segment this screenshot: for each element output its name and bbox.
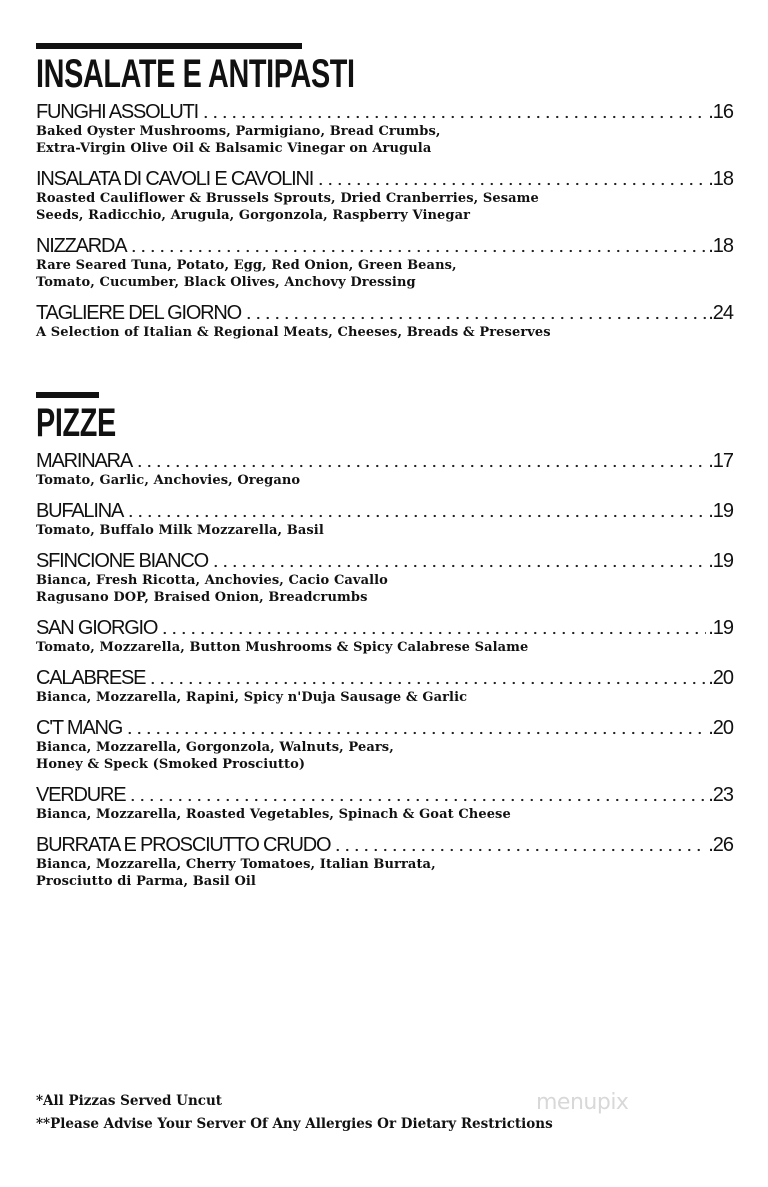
item-header — [36, 500, 733, 522]
item-header — [36, 450, 733, 472]
footer-notes — [36, 1090, 553, 1136]
item-description: Prosciutto di Parma, Basil Oil — [36, 874, 256, 889]
section-rule — [36, 392, 99, 398]
menu-item — [36, 168, 733, 224]
dot-leader — [244, 316, 706, 320]
menu-item — [36, 235, 733, 291]
item-header — [36, 235, 733, 257]
section-gap — [36, 352, 733, 392]
menu-page — [36, 43, 733, 901]
item-description: Roasted Cauliflower & Brussels Sprouts, Dried Cranberries, Sesame — [36, 191, 539, 206]
item-price: .19 — [708, 500, 733, 522]
item-name: SFINCIONE BIANCO — [36, 550, 208, 572]
item-description: Ragusano DOP, Braised Onion, Breadcrumbs — [36, 590, 368, 605]
menu-item — [36, 450, 733, 489]
item-description: A Selection of Italian & Regional Meats, Cheeses, Breads & Preserves — [36, 325, 551, 340]
item-description: Bianca, Fresh Ricotta, Anchovies, Cacio Cavallo — [36, 573, 388, 588]
item-price: .26 — [708, 834, 733, 856]
item-name: SAN GIORGIO — [36, 617, 158, 639]
dot-leader — [333, 848, 706, 852]
footer-note-allergies: **Please Advise Your Server Of Any Allergies Or Dietary Restrictions — [36, 1116, 553, 1132]
menu-item — [36, 834, 733, 890]
item-description: Tomato, Garlic, Anchovies, Oregano — [36, 473, 301, 488]
item-price: .20 — [708, 667, 733, 689]
item-description: Tomato, Mozzarella, Button Mushrooms & Spicy Calabrese Salame — [36, 640, 529, 655]
item-description: Tomato, Buffalo Milk Mozzarella, Basil — [36, 523, 324, 538]
item-header — [36, 667, 733, 689]
footer-note-uncut: *All Pizzas Served Uncut — [36, 1093, 223, 1109]
item-header — [36, 550, 733, 572]
menu-section — [36, 43, 733, 341]
dot-leader — [211, 564, 706, 568]
item-name: CALABRESE — [36, 667, 146, 689]
menu-item — [36, 101, 733, 157]
item-name: C'T MANG — [36, 717, 123, 739]
item-description: Baked Oyster Mushrooms, Parmigiano, Bread Crumbs, — [36, 124, 441, 139]
item-price: .19 — [708, 617, 733, 639]
item-header — [36, 101, 733, 123]
section-rule — [36, 43, 302, 49]
dot-leader — [125, 731, 706, 735]
dot-leader — [148, 681, 706, 685]
item-name: NIZZARDA — [36, 235, 127, 257]
item-description: Seeds, Radicchio, Arugula, Gorgonzola, Raspberry Vinegar — [36, 208, 471, 223]
section-title: PIZZE — [36, 401, 116, 445]
item-description: Extra-Virgin Olive Oil & Balsamic Vinegar on Arugula — [36, 141, 432, 156]
item-description: Rare Seared Tuna, Potato, Egg, Red Onion, Green Beans, — [36, 258, 457, 273]
item-name: VERDURE — [36, 784, 126, 806]
menu-item — [36, 550, 733, 606]
menu-item — [36, 500, 733, 539]
item-header — [36, 834, 733, 856]
section-title: INSALATE E ANTIPASTI — [36, 52, 355, 96]
item-price: .16 — [708, 101, 733, 123]
item-description: Bianca, Mozzarella, Roasted Vegetables, Spinach & Goat Cheese — [36, 807, 511, 822]
dot-leader — [126, 514, 706, 518]
item-header — [36, 717, 733, 739]
watermark-logo: menupix — [536, 1090, 629, 1115]
menu-item — [36, 617, 733, 656]
dot-leader — [201, 115, 706, 119]
item-header — [36, 617, 733, 639]
item-description: Bianca, Mozzarella, Cherry Tomatoes, Italian Burrata, — [36, 857, 436, 872]
item-name: FUNGHI ASSOLUTI — [36, 101, 199, 123]
menu-item — [36, 717, 733, 773]
menu-section — [36, 392, 733, 890]
item-name: BUFALINA — [36, 500, 124, 522]
item-price: .23 — [708, 784, 733, 806]
item-price: .18 — [708, 235, 733, 257]
dot-leader — [135, 464, 706, 468]
menu-item — [36, 784, 733, 823]
dot-leader — [129, 249, 706, 253]
item-description: Honey & Speck (Smoked Prosciutto) — [36, 757, 306, 772]
item-price: .17 — [708, 450, 733, 472]
menu-item — [36, 302, 733, 341]
item-price: .20 — [708, 717, 733, 739]
item-name: TAGLIERE DEL GIORNO — [36, 302, 242, 324]
item-price: .18 — [708, 168, 733, 190]
item-price: .19 — [708, 550, 733, 572]
item-header — [36, 302, 733, 324]
dot-leader — [128, 798, 706, 802]
item-description: Bianca, Mozzarella, Rapini, Spicy n'Duja Sausage & Garlic — [36, 690, 468, 705]
item-name: INSALATA DI CAVOLI E CAVOLINI — [36, 168, 314, 190]
menu-item — [36, 667, 733, 706]
item-price: .24 — [708, 302, 733, 324]
item-header — [36, 784, 733, 806]
dot-leader — [160, 631, 706, 635]
item-header — [36, 168, 733, 190]
item-description: Bianca, Mozzarella, Gorgonzola, Walnuts, Pears, — [36, 740, 394, 755]
item-name: MARINARA — [36, 450, 132, 472]
item-description: Tomato, Cucumber, Black Olives, Anchovy Dressing — [36, 275, 416, 290]
item-name: BURRATA E PROSCIUTTO CRUDO — [36, 834, 331, 856]
dot-leader — [316, 182, 706, 186]
